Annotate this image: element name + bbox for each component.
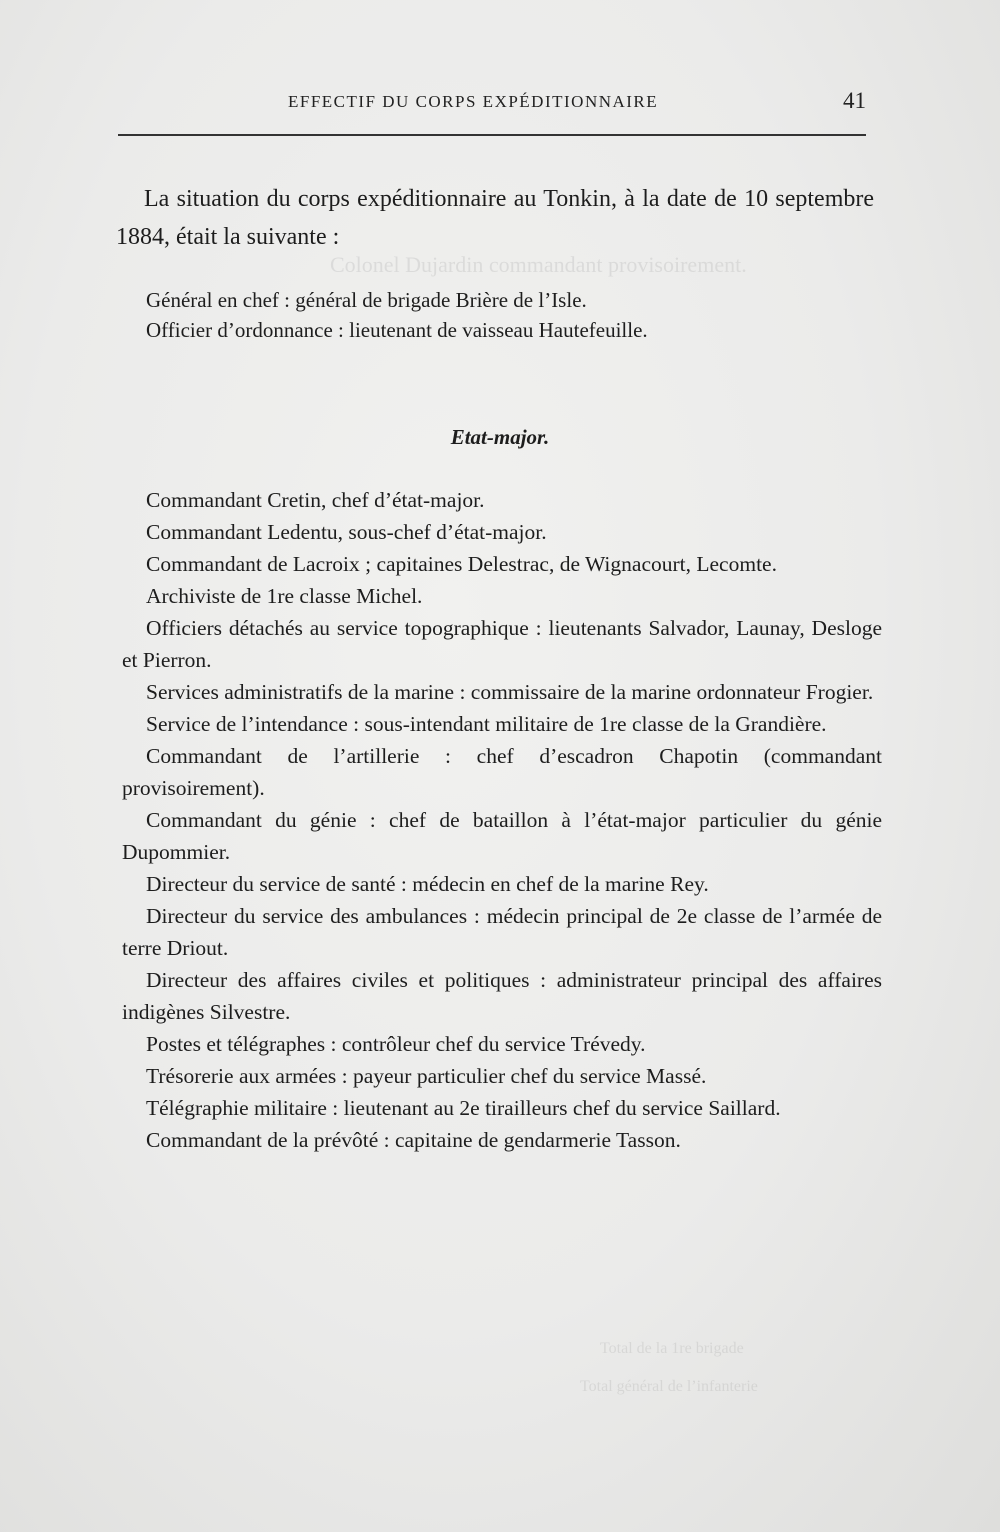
section-heading: Etat-major. — [450, 425, 550, 449]
list-item: Directeur du service des ambulances : médecin principal de 2e classe de l’armée de terre Driout. — [122, 904, 882, 960]
running-title: EFFECTIF DU CORPS EXPÉDITIONNAIRE — [288, 92, 659, 111]
list-item: Télégraphie militaire : lieutenant au 2e tirailleurs chef du service Saillard. — [146, 1096, 781, 1120]
list-item: Trésorerie aux armées : payeur particulier chef du service Massé. — [146, 1064, 707, 1088]
list-item: Commandant de la prévôté : capitaine de gendarmerie Tasson. — [146, 1128, 681, 1152]
list-item: Directeur des affaires civiles et politiques : administrateur principal des affaires indigènes Silvestre. — [122, 968, 882, 1024]
header-rule — [118, 134, 866, 136]
list-item: Commandant Ledentu, sous-chef d’état-major. — [146, 520, 547, 544]
staff-list — [122, 484, 882, 1156]
list-item: Commandant de l’artillerie : chef d’escadron Chapotin (commandant provisoirement). — [122, 744, 882, 800]
orderly-officer: Officier d’ordonnance : lieutenant de vaisseau Hautefeuille. — [146, 318, 648, 342]
general-in-chief: Général en chef : général de brigade Brière de l’Isle. — [146, 288, 587, 312]
list-item: Directeur du service de santé : médecin en chef de la marine Rey. — [146, 872, 709, 896]
bleed-through-text: Colonel Dujardin commandant provisoirement. — [330, 252, 747, 277]
page-number: 41 — [843, 88, 866, 113]
list-item: Commandant de Lacroix ; capitaines Delestrac, de Wignacourt, Lecomte. — [146, 552, 777, 576]
list-item: Service de l’intendance : sous-intendant militaire de 1re classe de la Grandière. — [146, 712, 827, 736]
list-item: Services administratifs de la marine : commissaire de la marine ordonnateur Frogier. — [146, 680, 874, 704]
list-item: Postes et télégraphes : contrôleur chef du service Trévedy. — [146, 1032, 646, 1056]
list-item: Commandant du génie : chef de bataillon à l’état-major particulier du génie Dupommier. — [122, 808, 882, 864]
list-item: Officiers détachés au service topographique : lieutenants Salvador, Launay, Desloge et Pierron. — [122, 616, 882, 672]
list-item: Commandant Cretin, chef d’état-major. — [146, 488, 485, 512]
running-head — [118, 88, 866, 122]
intro-paragraph: La situation du corps expéditionnaire au Tonkin, à la date de 10 septembre 1884, était la suivante : — [116, 186, 874, 250]
bleed-through-text: Total général de l’infanterie — [580, 1378, 758, 1395]
bleed-through-text: Total de la 1re brigade — [600, 1340, 744, 1357]
list-item: Archiviste de 1re classe Michel. — [146, 584, 423, 608]
